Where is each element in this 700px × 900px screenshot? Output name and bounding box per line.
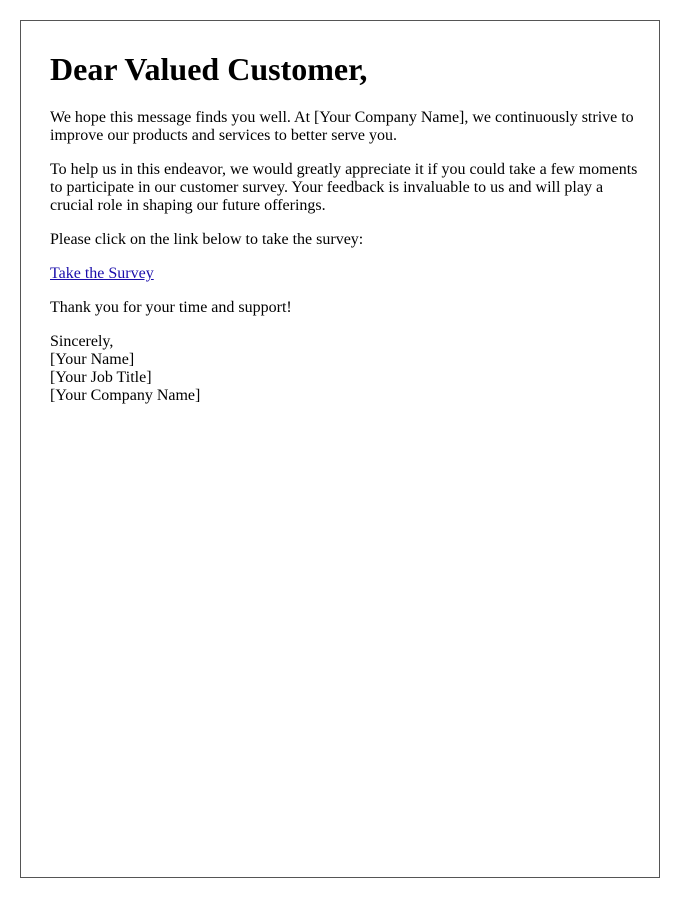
letter-greeting: Dear Valued Customer,	[50, 51, 368, 87]
sender-name: [Your Name]	[50, 351, 135, 368]
survey-link[interactable]: Take the Survey	[50, 265, 154, 282]
signoff-text: Sincerely,	[50, 333, 114, 350]
thank-you-paragraph: Thank you for your time and support!	[50, 299, 292, 316]
survey-link-container	[50, 265, 640, 283]
signature-block	[50, 333, 640, 405]
instruction-paragraph: Please click on the link below to take the survey:	[50, 231, 364, 248]
intro-paragraph: We hope this message finds you well. At [Your Company Name], we continuously strive to improve our products and services to better serve you.	[50, 109, 634, 144]
sender-company: [Your Company Name]	[50, 387, 201, 404]
letter-page	[20, 20, 660, 878]
letter-body	[50, 51, 640, 405]
request-paragraph: To help us in this endeavor, we would greatly appreciate it if you could take a few moments to participate in our customer survey. Your feedback is invaluable to us and will play a crucial role in shaping our future offerings.	[50, 161, 638, 214]
sender-title: [Your Job Title]	[50, 369, 152, 386]
